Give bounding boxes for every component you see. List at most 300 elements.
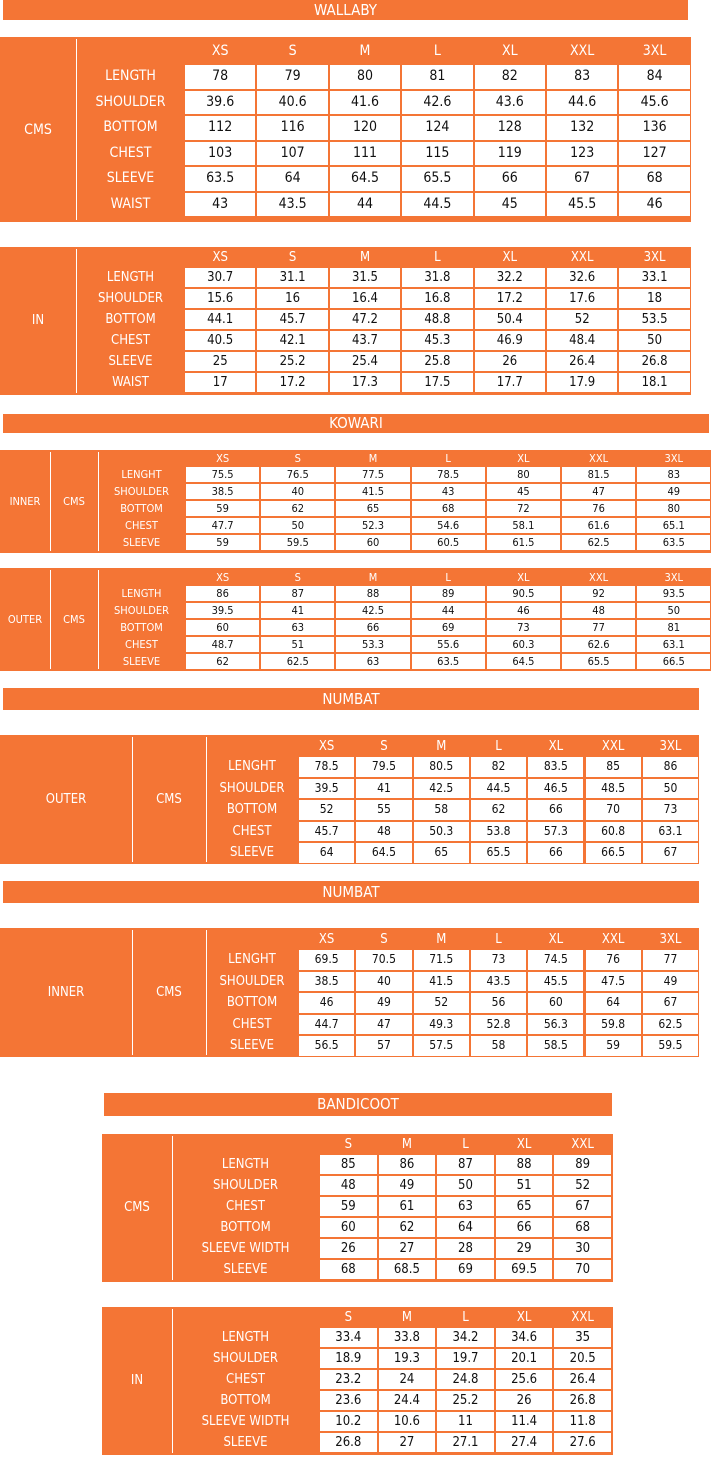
table-cell: 88 bbox=[335, 585, 410, 602]
column-divider bbox=[76, 249, 77, 393]
table-cell: 50.4 bbox=[474, 309, 546, 330]
table-cell: 26.4 bbox=[553, 1369, 612, 1390]
table-cell: 76 bbox=[585, 949, 642, 971]
table-cell: 16.8 bbox=[401, 288, 473, 309]
table-cell: 31.8 bbox=[401, 267, 473, 288]
table-cell: 17.3 bbox=[329, 372, 401, 393]
table-cell: 41 bbox=[260, 602, 335, 619]
table-cell: 31.5 bbox=[329, 267, 401, 288]
size-header: XXL bbox=[601, 739, 625, 754]
measurement-label: SLEEVE WIDTH bbox=[201, 1241, 290, 1256]
unit-label: CMS bbox=[156, 984, 182, 1000]
table-cell: 25.2 bbox=[256, 351, 328, 372]
table-cell: 81 bbox=[636, 619, 711, 636]
table-cell: 73 bbox=[486, 619, 561, 636]
table-cell: 26.4 bbox=[546, 351, 618, 372]
table-cell: 44 bbox=[329, 192, 401, 218]
table-cell: 127 bbox=[618, 141, 690, 167]
table-cell: 52 bbox=[413, 992, 470, 1014]
table-cell: 29 bbox=[495, 1238, 554, 1259]
table-cell: 59 bbox=[185, 500, 260, 517]
table-cell: 68 bbox=[553, 1217, 612, 1238]
table-cell: 46 bbox=[618, 192, 690, 218]
size-header: XS bbox=[211, 43, 229, 59]
table-cell: 63.5 bbox=[184, 166, 256, 192]
table-cell: 63.1 bbox=[636, 636, 711, 653]
table-cell: 115 bbox=[401, 141, 473, 167]
table-cell: 43.5 bbox=[470, 971, 527, 993]
table-cell: 124 bbox=[401, 115, 473, 141]
size-header: L bbox=[462, 1137, 469, 1152]
table-cell: 43 bbox=[184, 192, 256, 218]
size-header: S bbox=[288, 43, 297, 59]
table-cell: 77.5 bbox=[335, 466, 410, 483]
table-cell: 49 bbox=[355, 992, 412, 1014]
table-cell: 66.5 bbox=[585, 842, 642, 864]
table-cell: 45.3 bbox=[401, 330, 473, 351]
size-header: S bbox=[380, 932, 388, 947]
section-title: KOWARI bbox=[3, 414, 709, 433]
table-cell: 60 bbox=[319, 1217, 378, 1238]
measurement-label: CHEST bbox=[125, 638, 158, 651]
table-cell: 77 bbox=[561, 619, 636, 636]
table-cell: 83 bbox=[636, 466, 711, 483]
table-cell: 92 bbox=[561, 585, 636, 602]
table-cell: 55 bbox=[355, 799, 412, 821]
table-cell: 43.6 bbox=[474, 90, 546, 116]
table-cell: 25.4 bbox=[329, 351, 401, 372]
size-header: 3XL bbox=[664, 571, 684, 584]
size-header: L bbox=[434, 250, 441, 265]
measurement-label: LENGHT bbox=[228, 952, 276, 967]
measurement-label: SHOULDER bbox=[113, 485, 170, 498]
table-cell: 43.5 bbox=[256, 192, 328, 218]
table-cell: 83.5 bbox=[527, 756, 584, 778]
table-cell: 63.5 bbox=[411, 653, 486, 670]
unit-label: CMS bbox=[63, 612, 85, 626]
table-cell: 43 bbox=[411, 483, 486, 500]
table-cell: 27.6 bbox=[553, 1432, 612, 1453]
table-cell: 44.5 bbox=[401, 192, 473, 218]
table-cell: 64.5 bbox=[329, 166, 401, 192]
table-cell: 111 bbox=[329, 141, 401, 167]
measurement-label: CHEST bbox=[125, 519, 158, 532]
unit-label: CMS bbox=[156, 791, 182, 807]
measurement-label: LENGHT bbox=[121, 468, 162, 481]
measurement-label: BOTTOM bbox=[105, 312, 156, 327]
table-cell: 68 bbox=[618, 166, 690, 192]
table-cell: 23.6 bbox=[319, 1390, 378, 1411]
table-cell: 76 bbox=[561, 500, 636, 517]
table-cell: 44.6 bbox=[546, 90, 618, 116]
size-header: M bbox=[368, 571, 378, 584]
table-cell: 44.7 bbox=[298, 1014, 355, 1036]
table-cell: 67 bbox=[642, 992, 699, 1014]
table-cell: 65.5 bbox=[561, 653, 636, 670]
table-cell: 50 bbox=[618, 330, 690, 351]
size-header: M bbox=[359, 43, 371, 59]
size-header: XXL bbox=[570, 43, 595, 59]
garment-layer-label: OUTER bbox=[45, 791, 87, 807]
table-cell: 78.5 bbox=[298, 756, 355, 778]
table-cell: 50 bbox=[642, 778, 699, 800]
table-cell: 52 bbox=[553, 1175, 612, 1196]
table-cell: 58 bbox=[470, 1035, 527, 1057]
measurement-label: WAIST bbox=[112, 375, 149, 390]
size-header: XXL bbox=[571, 1137, 594, 1152]
section-title: WALLABY bbox=[3, 0, 688, 20]
measurement-label: SHOULDER bbox=[113, 604, 170, 617]
size-header: L bbox=[433, 43, 441, 59]
table-cell: 62.6 bbox=[561, 636, 636, 653]
table-cell: 68.5 bbox=[378, 1259, 437, 1280]
table-cell: 86 bbox=[642, 756, 699, 778]
column-divider bbox=[50, 570, 51, 669]
table-cell: 61.6 bbox=[561, 517, 636, 534]
table-cell: 65 bbox=[413, 842, 470, 864]
table-cell: 52.8 bbox=[470, 1014, 527, 1036]
table-cell: 79.5 bbox=[355, 756, 412, 778]
table-cell: 11.4 bbox=[495, 1411, 554, 1432]
table-cell: 56 bbox=[470, 992, 527, 1014]
table-cell: 61 bbox=[378, 1196, 437, 1217]
table-cell: 64 bbox=[436, 1217, 495, 1238]
size-header: L bbox=[495, 932, 502, 947]
table-cell: 78 bbox=[184, 64, 256, 90]
measurement-label: BOTTOM bbox=[220, 1393, 271, 1408]
table-cell: 17.9 bbox=[546, 372, 618, 393]
table-cell: 87 bbox=[436, 1154, 495, 1175]
table-cell: 63 bbox=[436, 1196, 495, 1217]
table-cell: 86 bbox=[185, 585, 260, 602]
table-cell: 19.3 bbox=[378, 1348, 437, 1369]
table-cell: 66 bbox=[527, 799, 584, 821]
table-cell: 38.5 bbox=[298, 971, 355, 993]
table-cell: 65 bbox=[495, 1196, 554, 1217]
table-cell: 53.3 bbox=[335, 636, 410, 653]
size-header: S bbox=[288, 250, 297, 265]
size-header: L bbox=[445, 571, 451, 584]
table-cell: 48 bbox=[319, 1175, 378, 1196]
table-cell: 46.9 bbox=[474, 330, 546, 351]
section-title: BANDICOOT bbox=[104, 1093, 612, 1116]
table-cell: 57 bbox=[355, 1035, 412, 1057]
table-cell: 49 bbox=[378, 1175, 437, 1196]
size-header: XXL bbox=[589, 571, 609, 584]
table-cell: 65 bbox=[335, 500, 410, 517]
table-cell: 45.6 bbox=[618, 90, 690, 116]
table-cell: 107 bbox=[256, 141, 328, 167]
table-cell: 40.5 bbox=[184, 330, 256, 351]
table-cell: 132 bbox=[546, 115, 618, 141]
table-cell: 52 bbox=[298, 799, 355, 821]
table-cell: 66 bbox=[335, 619, 410, 636]
table-cell: 81 bbox=[401, 64, 473, 90]
table-cell: 80 bbox=[636, 500, 711, 517]
table-cell: 51 bbox=[495, 1175, 554, 1196]
table-cell: 39.5 bbox=[185, 602, 260, 619]
size-header: S bbox=[344, 1137, 353, 1152]
table-cell: 128 bbox=[474, 115, 546, 141]
table-cell: 59 bbox=[585, 1035, 642, 1057]
measurement-label: CHEST bbox=[232, 823, 272, 839]
column-divider bbox=[76, 39, 77, 220]
measurement-label: LENGTH bbox=[221, 1157, 270, 1172]
table-cell: 89 bbox=[553, 1154, 612, 1175]
column-divider bbox=[172, 1136, 173, 1280]
column-divider bbox=[206, 930, 207, 1055]
unit-label: CMS bbox=[24, 121, 52, 138]
table-cell: 66 bbox=[495, 1217, 554, 1238]
table-cell: 53.5 bbox=[618, 309, 690, 330]
measurement-label: CHEST bbox=[226, 1199, 265, 1214]
table-cell: 23.2 bbox=[319, 1369, 378, 1390]
table-cell: 10.2 bbox=[319, 1411, 378, 1432]
size-header: M bbox=[436, 739, 447, 754]
table-cell: 64 bbox=[256, 166, 328, 192]
table-cell: 83 bbox=[546, 64, 618, 90]
size-header: L bbox=[445, 452, 451, 465]
table-cell: 25.2 bbox=[436, 1390, 495, 1411]
table-cell: 56.5 bbox=[298, 1035, 355, 1057]
measurement-label: BOTTOM bbox=[120, 502, 163, 515]
unit-label: IN bbox=[130, 1373, 144, 1388]
column-divider bbox=[206, 737, 207, 862]
table-cell: 62 bbox=[378, 1217, 437, 1238]
table-cell: 60.5 bbox=[411, 534, 486, 551]
column-divider bbox=[98, 570, 99, 669]
table-cell: 54.6 bbox=[411, 517, 486, 534]
table-cell: 63.5 bbox=[636, 534, 711, 551]
table-cell: 41.6 bbox=[329, 90, 401, 116]
size-header: 3XL bbox=[659, 932, 682, 947]
table-cell: 40.6 bbox=[256, 90, 328, 116]
table-cell: 57.5 bbox=[413, 1035, 470, 1057]
table-cell: 50 bbox=[636, 602, 711, 619]
table-cell: 39.5 bbox=[298, 778, 355, 800]
size-header: M bbox=[401, 1137, 412, 1152]
column-divider bbox=[132, 930, 133, 1055]
section-title: NUMBAT bbox=[3, 881, 699, 903]
size-header: XL bbox=[548, 739, 564, 754]
table-cell: 25.8 bbox=[401, 351, 473, 372]
table-cell: 44.5 bbox=[470, 778, 527, 800]
table-cell: 48.5 bbox=[585, 778, 642, 800]
column-divider bbox=[172, 1309, 173, 1453]
table-cell: 66.5 bbox=[636, 653, 711, 670]
measurement-label: BOTTOM bbox=[103, 119, 158, 135]
table-cell: 66 bbox=[474, 166, 546, 192]
size-header: XS bbox=[318, 739, 335, 754]
table-cell: 55.6 bbox=[411, 636, 486, 653]
table-cell: 42.5 bbox=[335, 602, 410, 619]
table-cell: 69.5 bbox=[298, 949, 355, 971]
table-cell: 17.2 bbox=[474, 288, 546, 309]
size-header: S bbox=[294, 571, 301, 584]
measurement-label: CHEST bbox=[226, 1372, 265, 1387]
table-cell: 48 bbox=[355, 821, 412, 843]
table-cell: 58.1 bbox=[486, 517, 561, 534]
table-cell: 45.7 bbox=[298, 821, 355, 843]
table-cell: 24 bbox=[378, 1369, 437, 1390]
table-cell: 52 bbox=[546, 309, 618, 330]
size-header: XL bbox=[516, 1137, 532, 1152]
table-cell: 16.4 bbox=[329, 288, 401, 309]
table-cell: 10.6 bbox=[378, 1411, 437, 1432]
table-cell: 64 bbox=[585, 992, 642, 1014]
table-cell: 26.8 bbox=[553, 1390, 612, 1411]
table-cell: 56.3 bbox=[527, 1014, 584, 1036]
measurement-label: CHEST bbox=[111, 333, 150, 348]
table-cell: 69 bbox=[436, 1259, 495, 1280]
table-cell: 69 bbox=[411, 619, 486, 636]
table-cell: 40 bbox=[260, 483, 335, 500]
table-cell: 119 bbox=[474, 141, 546, 167]
size-header: XL bbox=[517, 571, 530, 584]
table-cell: 60.8 bbox=[585, 821, 642, 843]
table-cell: 103 bbox=[184, 141, 256, 167]
table-cell: 71.5 bbox=[413, 949, 470, 971]
table-cell: 41.5 bbox=[413, 971, 470, 993]
table-cell: 17.6 bbox=[546, 288, 618, 309]
table-cell: 112 bbox=[184, 115, 256, 141]
table-cell: 70 bbox=[585, 799, 642, 821]
measurement-label: WAIST bbox=[110, 195, 151, 212]
table-cell: 64.5 bbox=[486, 653, 561, 670]
table-cell: 40 bbox=[355, 971, 412, 993]
size-header: XS bbox=[216, 571, 230, 584]
table-cell: 35 bbox=[553, 1327, 612, 1348]
table-cell: 60.3 bbox=[486, 636, 561, 653]
size-header: M bbox=[401, 1310, 412, 1325]
table-cell: 18.9 bbox=[319, 1348, 378, 1369]
table-cell: 58.5 bbox=[527, 1035, 584, 1057]
table-cell: 74.5 bbox=[527, 949, 584, 971]
table-cell: 46.5 bbox=[527, 778, 584, 800]
table-cell: 15.6 bbox=[184, 288, 256, 309]
table-cell: 30 bbox=[553, 1238, 612, 1259]
table-cell: 67 bbox=[642, 842, 699, 864]
size-header: S bbox=[344, 1310, 353, 1325]
size-header: XL bbox=[502, 250, 518, 265]
measurement-label: LENGTH bbox=[106, 270, 155, 285]
measurement-label: LENGTH bbox=[105, 68, 156, 84]
unit-label: IN bbox=[31, 313, 45, 328]
table-cell: 59.5 bbox=[260, 534, 335, 551]
table-cell: 17.5 bbox=[401, 372, 473, 393]
table-cell: 116 bbox=[256, 115, 328, 141]
size-header: L bbox=[462, 1310, 469, 1325]
table-cell: 11 bbox=[436, 1411, 495, 1432]
size-header: M bbox=[359, 250, 371, 265]
table-cell: 41.5 bbox=[335, 483, 410, 500]
table-cell: 48.4 bbox=[546, 330, 618, 351]
table-cell: 123 bbox=[546, 141, 618, 167]
table-cell: 47 bbox=[355, 1014, 412, 1036]
table-cell: 66 bbox=[527, 842, 584, 864]
size-header: 3XL bbox=[664, 452, 684, 465]
table-cell: 69.5 bbox=[495, 1259, 554, 1280]
table-cell: 17.7 bbox=[474, 372, 546, 393]
section-title: NUMBAT bbox=[3, 688, 699, 710]
table-cell: 79 bbox=[256, 64, 328, 90]
measurement-label: SLEEVE WIDTH bbox=[201, 1414, 290, 1429]
size-header: XXL bbox=[571, 1310, 594, 1325]
table-cell: 49 bbox=[642, 971, 699, 993]
table-cell: 63.1 bbox=[642, 821, 699, 843]
column-divider bbox=[50, 452, 51, 551]
table-cell: 80.5 bbox=[413, 756, 470, 778]
table-cell: 19.7 bbox=[436, 1348, 495, 1369]
measurement-label: SHOULDER bbox=[212, 1351, 279, 1366]
column-divider bbox=[132, 737, 133, 862]
table-cell: 50 bbox=[436, 1175, 495, 1196]
table-cell: 17.2 bbox=[256, 372, 328, 393]
table-cell: 85 bbox=[585, 756, 642, 778]
table-cell: 43.7 bbox=[329, 330, 401, 351]
measurement-label: LENGTH bbox=[121, 587, 162, 600]
size-header: XXL bbox=[570, 250, 594, 265]
table-cell: 81.5 bbox=[561, 466, 636, 483]
measurement-label: CHEST bbox=[109, 144, 152, 161]
table-cell: 59 bbox=[185, 534, 260, 551]
measurement-label: BOTTOM bbox=[120, 621, 163, 634]
table-cell: 24.8 bbox=[436, 1369, 495, 1390]
table-cell: 75.5 bbox=[185, 466, 260, 483]
unit-label: CMS bbox=[63, 494, 85, 508]
table-cell: 45 bbox=[486, 483, 561, 500]
table-cell: 62.5 bbox=[260, 653, 335, 670]
table-cell: 16 bbox=[256, 288, 328, 309]
table-cell: 25.6 bbox=[495, 1369, 554, 1390]
table-cell: 90.5 bbox=[486, 585, 561, 602]
table-cell: 68 bbox=[411, 500, 486, 517]
table-cell: 20.1 bbox=[495, 1348, 554, 1369]
table-cell: 47.2 bbox=[329, 309, 401, 330]
table-cell: 76.5 bbox=[260, 466, 335, 483]
table-cell: 32.2 bbox=[474, 267, 546, 288]
table-cell: 60 bbox=[335, 534, 410, 551]
table-cell: 33.1 bbox=[618, 267, 690, 288]
table-cell: 73 bbox=[642, 799, 699, 821]
table-cell: 85 bbox=[319, 1154, 378, 1175]
measurement-label: SLEEVE bbox=[106, 170, 155, 186]
table-cell: 89 bbox=[411, 585, 486, 602]
table-cell: 46 bbox=[298, 992, 355, 1014]
table-cell: 51 bbox=[260, 636, 335, 653]
table-cell: 45 bbox=[474, 192, 546, 218]
table-cell: 58 bbox=[413, 799, 470, 821]
table-cell: 70.5 bbox=[355, 949, 412, 971]
table-cell: 62.5 bbox=[561, 534, 636, 551]
measurement-label: SHOULDER bbox=[219, 973, 285, 989]
table-cell: 67 bbox=[546, 166, 618, 192]
table-cell: 87 bbox=[260, 585, 335, 602]
table-cell: 44 bbox=[411, 602, 486, 619]
measurement-label: SHOULDER bbox=[95, 93, 166, 110]
table-cell: 93.5 bbox=[636, 585, 711, 602]
table-cell: 45.5 bbox=[546, 192, 618, 218]
table-cell: 27 bbox=[378, 1432, 437, 1453]
table-cell: 26 bbox=[495, 1390, 554, 1411]
measurement-label: SLEEVE bbox=[108, 354, 153, 369]
table-cell: 68 bbox=[319, 1259, 378, 1280]
table-cell: 27.4 bbox=[495, 1432, 554, 1453]
table-cell: 44.1 bbox=[184, 309, 256, 330]
table-cell: 46 bbox=[486, 602, 561, 619]
measurement-label: LENGHT bbox=[228, 759, 276, 774]
measurement-label: CHEST bbox=[232, 1016, 272, 1032]
